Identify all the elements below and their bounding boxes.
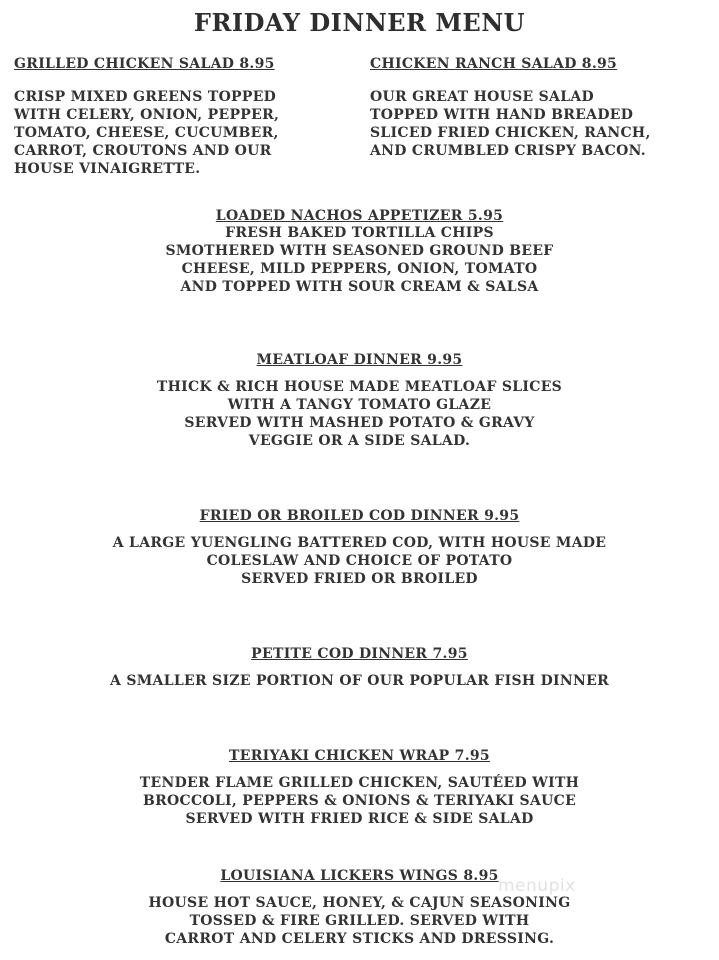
item-heading: CHICKEN RANCH SALAD 8.95 <box>370 56 618 72</box>
grilled-chicken-salad-item <box>14 56 354 178</box>
cod-dinner-item <box>0 508 719 588</box>
petite-cod-item <box>0 646 719 690</box>
item-heading: LOUISIANA LICKERS WINGS 8.95 <box>220 868 499 884</box>
item-description: A SMALLER SIZE PORTION OF OUR POPULAR FISH DINNER <box>109 673 610 689</box>
item-description: CRISP MIXED GREENS TOPPED WITH CELERY, ONION, PEPPER, TOMATO, CHEESE, CUCUMBER, CARROT, CROUTONS AND OUR HOUSE VINAIGRETTE. <box>14 89 280 177</box>
watermark: menupix <box>498 876 576 896</box>
item-description: A LARGE YUENGLING BATTERED COD, WITH HOUSE MADE COLESLAW AND CHOICE OF POTATO SERVED FRIED OR BROILED <box>112 535 607 587</box>
chicken-ranch-salad-item <box>370 56 710 160</box>
item-heading: MEATLOAF DINNER 9.95 <box>256 352 463 368</box>
item-heading: TERIYAKI CHICKEN WRAP 7.95 <box>229 748 490 764</box>
item-heading: GRILLED CHICKEN SALAD 8.95 <box>14 56 275 72</box>
item-heading: LOADED NACHOS APPETIZER 5.95 <box>215 208 504 224</box>
item-description: FRESH BAKED TORTILLA CHIPS SMOTHERED WITH SEASONED GROUND BEEF CHEESE, MILD PEPPERS, ONION, TOMATO AND TOPPED WITH SOUR CREAM & SALSA <box>165 225 554 295</box>
item-heading: FRIED OR BROILED COD DINNER 9.95 <box>199 508 520 524</box>
item-description: HOUSE HOT SAUCE, HONEY, & CAJUN SEASONING TOSSED & FIRE GRILLED. SERVED WITH CARROT AND CELERY STICKS AND DRESSING. <box>148 895 571 947</box>
item-description: TENDER FLAME GRILLED CHICKEN, SAUTÉED WITH BROCCOLI, PEPPERS & ONIONS & TERIYAKI SAUCE SERVED WITH FRIED RICE & SIDE SALAD <box>139 775 580 827</box>
item-heading: PETITE COD DINNER 7.95 <box>251 646 468 662</box>
meatloaf-dinner-item <box>0 352 719 450</box>
louisiana-wings-item <box>0 868 719 948</box>
teriyaki-wrap-item <box>0 748 719 828</box>
loaded-nachos-item <box>0 208 719 296</box>
menu-title: FRIDAY DINNER MENU <box>193 8 526 37</box>
item-description: OUR GREAT HOUSE SALAD TOPPED WITH HAND BREADED SLICED FRIED CHICKEN, RANCH, AND CRUMBLED CRISPY BACON. <box>370 89 651 159</box>
item-description: THICK & RICH HOUSE MADE MEATLOAF SLICES WITH A TANGY TOMATO GLAZE SERVED WITH MASHED POTATO & GRAVY VEGGIE OR A SIDE SALAD. <box>156 379 563 449</box>
